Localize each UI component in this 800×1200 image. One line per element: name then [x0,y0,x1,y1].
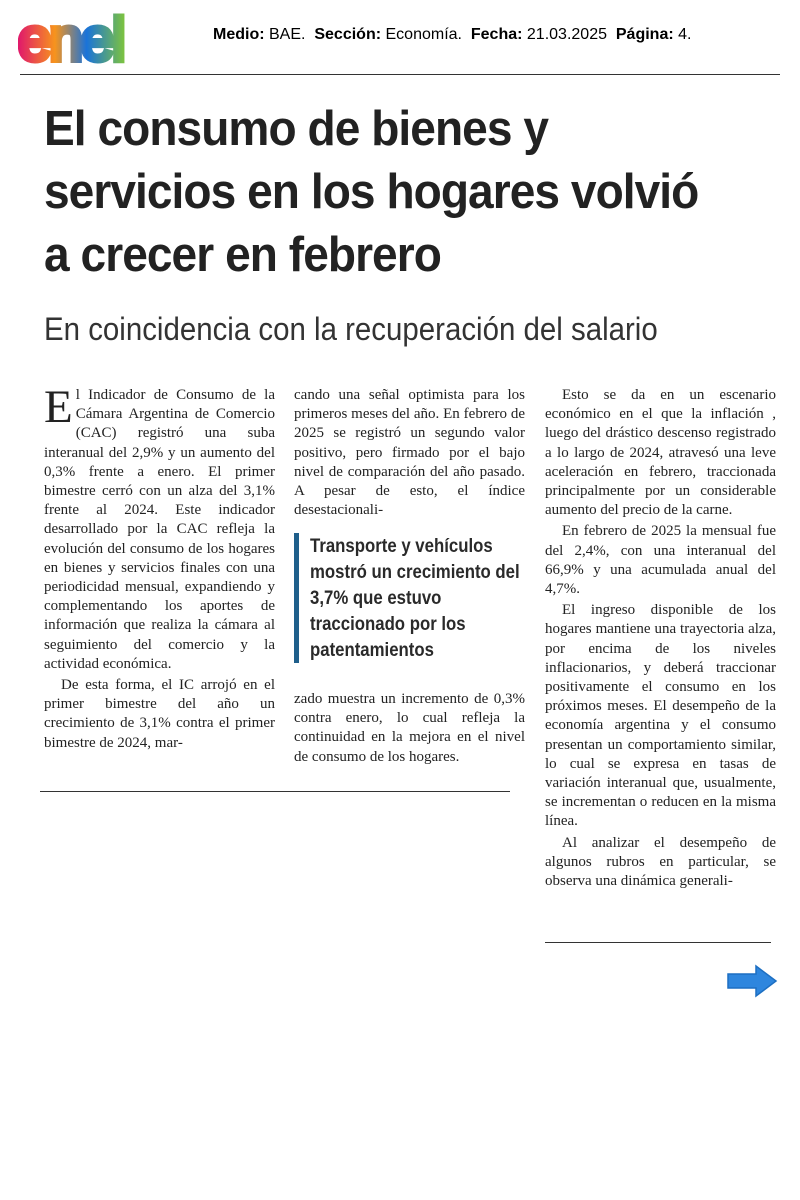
article-column-3 [545,386,776,891]
medio-label: Medio: [213,26,265,43]
paragraph: zado muestra un incremento de 0,3% contra enero, lo cual refleja la continuidad en la mejora en el nivel de consumo de los hogares. [294,691,525,765]
paragraph: Al analizar el desempeño de algunos rubros en particular, se observa una dinámica generali- [545,834,776,890]
header-divider [20,74,780,75]
paragraph: Esto se da en un escenario económico en el que la inflación , luego del drástico descenso registrado a lo largo de 2024, atravesó una leve aceleración en febrero, traccionada principalmente por un considerable aumento del precio de la carne. [545,387,776,519]
pagina-value: 4. [678,26,692,43]
pull-quote-text: Transporte y vehículos mostró un crecimiento del 3,7% que estuvo traccionado por los patentamientos [310,535,520,661]
fecha-value: 21.03.2025 [526,26,607,43]
paragraph: En febrero de 2025 la mensual fue del 2,4%, con una interanual del 66,9% y una acumulada anual del 4,7%. [545,523,776,598]
arrow-right-icon[interactable] [726,964,778,998]
fecha-label: Fecha: [470,26,523,43]
paragraph: cando una señal optimista para los primeros meses del año. En febrero de 2025 se registró un segundo valor positivo, pero firmado por el bajo nivel de comparación del año pasado. A pesar de esto, el índice desestacionali- [294,387,525,519]
article-column-1 [44,381,275,753]
enel-logo [18,8,173,70]
paragraph: El ingreso disponible de los hogares mantiene una trayectoria alza, por encima de los niveles inflacionarios, y deberá traccionar positivamente el consumo en los próximos meses. El desempeño de la economía argentina y el consumo presentan un comportamiento similar, lo cual se expresa en tasas de variación interanual que, usualmente, se incrementan o reducen en la misma línea. [545,602,776,830]
pull-quote [294,533,535,663]
seccion-label: Sección: [314,26,382,43]
lead-paragraph [44,381,275,674]
seccion-value: Economía. [385,26,462,43]
source-meta [213,26,691,44]
lead-paragraph-text: l Indicador de Consumo de la Cámara Argentina de Comercio (CAC) registró una suba interanual del 2,9% y un aumento del 0,3% frente a enero. El primer bimestre cerró con un alza del 3,1% frente al 2024. Este indicador desarrollado por la CAC refleja la evolución del consumo de los hogares en bienes y servicios finales con una periodicidad mensual, expandiendo y complementando los aportes de información que realiza la cámara al seguimiento del comercio y la actividad económica. [44,387,275,672]
drop-cap: E [44,381,73,433]
article-column-2 [294,386,525,520]
paragraph: De esta forma, el IC arrojó en el primer bimestre del año un crecimiento de 3,1% contra el primer bimestre de 2024, mar- [44,677,275,751]
svg-text:enel: enel [18,8,124,70]
article-subtitle: En coincidencia con la recuperación del salario [44,311,658,347]
article-column-2-continued [294,690,525,767]
medio-value: BAE. [269,26,306,43]
pagina-label: Página: [615,26,674,43]
column-end-divider [545,942,771,943]
section-divider [40,791,510,792]
article-headline: El consumo de bienes y servicios en los hogares volvió a crecer en febrero [44,102,699,282]
